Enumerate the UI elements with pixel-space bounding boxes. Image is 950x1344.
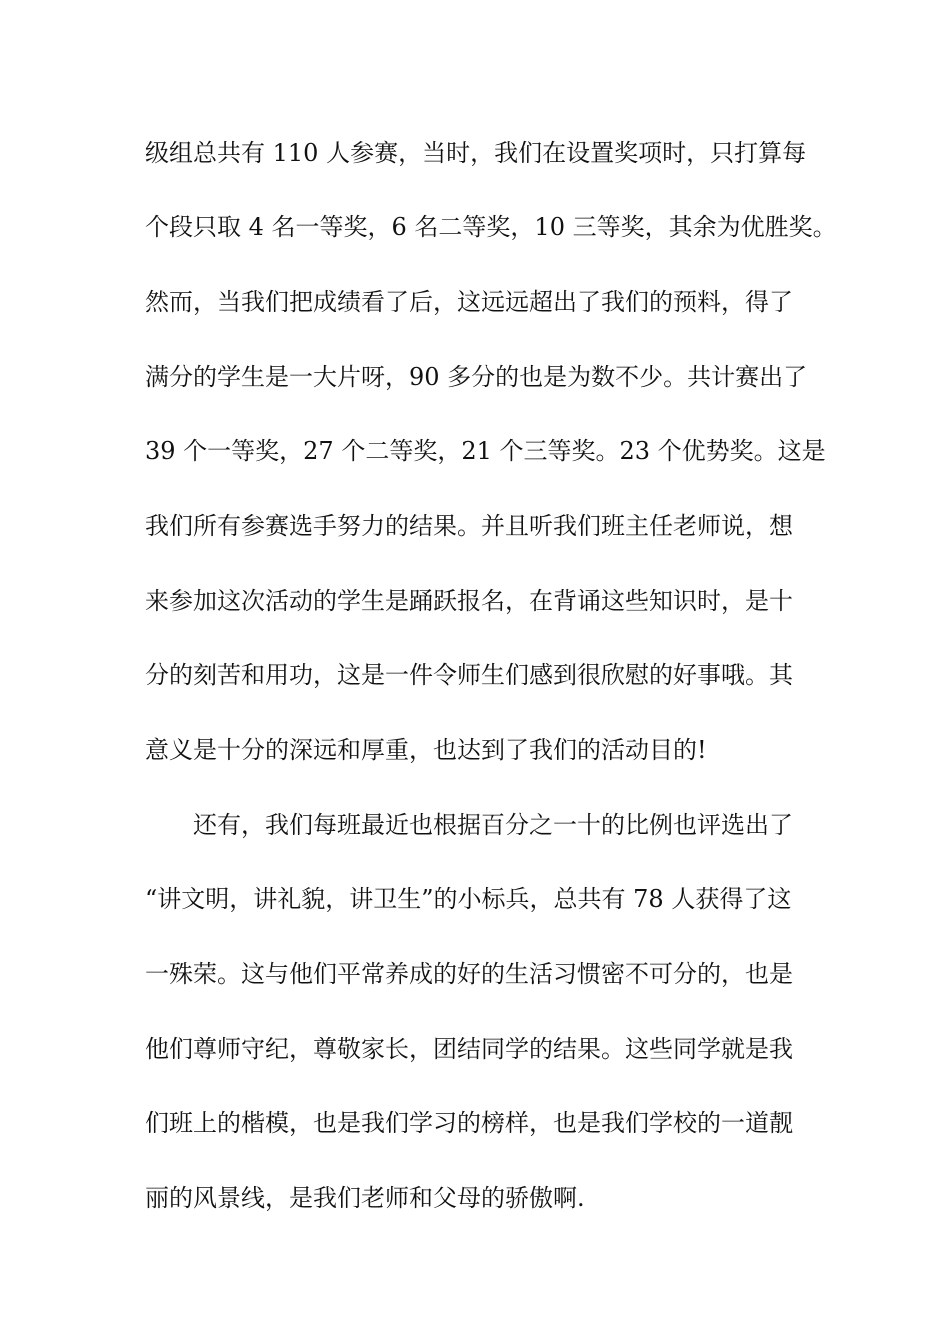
text-line: 一殊荣。这与他们平常养成的好的生活习惯密不可分的，也是	[145, 960, 793, 988]
text-line: 们班上的楷模，也是我们学习的榜样，也是我们学校的一道靓	[145, 1109, 793, 1137]
text-line: “讲文明，讲礼貌，讲卫生”的小标兵，总共有 78 人获得了这	[145, 885, 792, 913]
text-line: 他们尊师守纪，尊敬家长，团结同学的结果。这些同学就是我	[145, 1035, 793, 1063]
text-line: 来参加这次活动的学生是踊跃报名，在背诵这些知识时，是十	[145, 587, 793, 615]
text-line: 满分的学生是一大片呀，90 多分的也是为数不少。共计赛出了	[145, 363, 808, 391]
text-line: 我们所有参赛选手努力的结果。并且听我们班主任老师说，想	[145, 512, 793, 540]
text-line: 丽的风景线，是我们老师和父母的骄傲啊.	[145, 1184, 585, 1212]
text-line: 还有，我们每班最近也根据百分之一十的比例也评选出了	[193, 811, 793, 839]
text-line: 39 个一等奖，27 个二等奖，21 个三等奖。23 个优势奖。这是	[145, 437, 826, 465]
text-line: 意义是十分的深远和厚重，也达到了我们的活动目的!	[145, 736, 707, 764]
text-line: 然而，当我们把成绩看了后，这远远超出了我们的预料，得了	[145, 288, 793, 316]
text-line: 级组总共有 110 人参赛，当时，我们在设置奖项时，只打算每	[145, 139, 807, 167]
text-line: 分的刻苦和用功，这是一件令师生们感到很欣慰的好事哦。其	[145, 661, 793, 689]
text-line: 个段只取 4 名一等奖，6 名二等奖，10 三等奖，其余为优胜奖。	[145, 213, 837, 241]
